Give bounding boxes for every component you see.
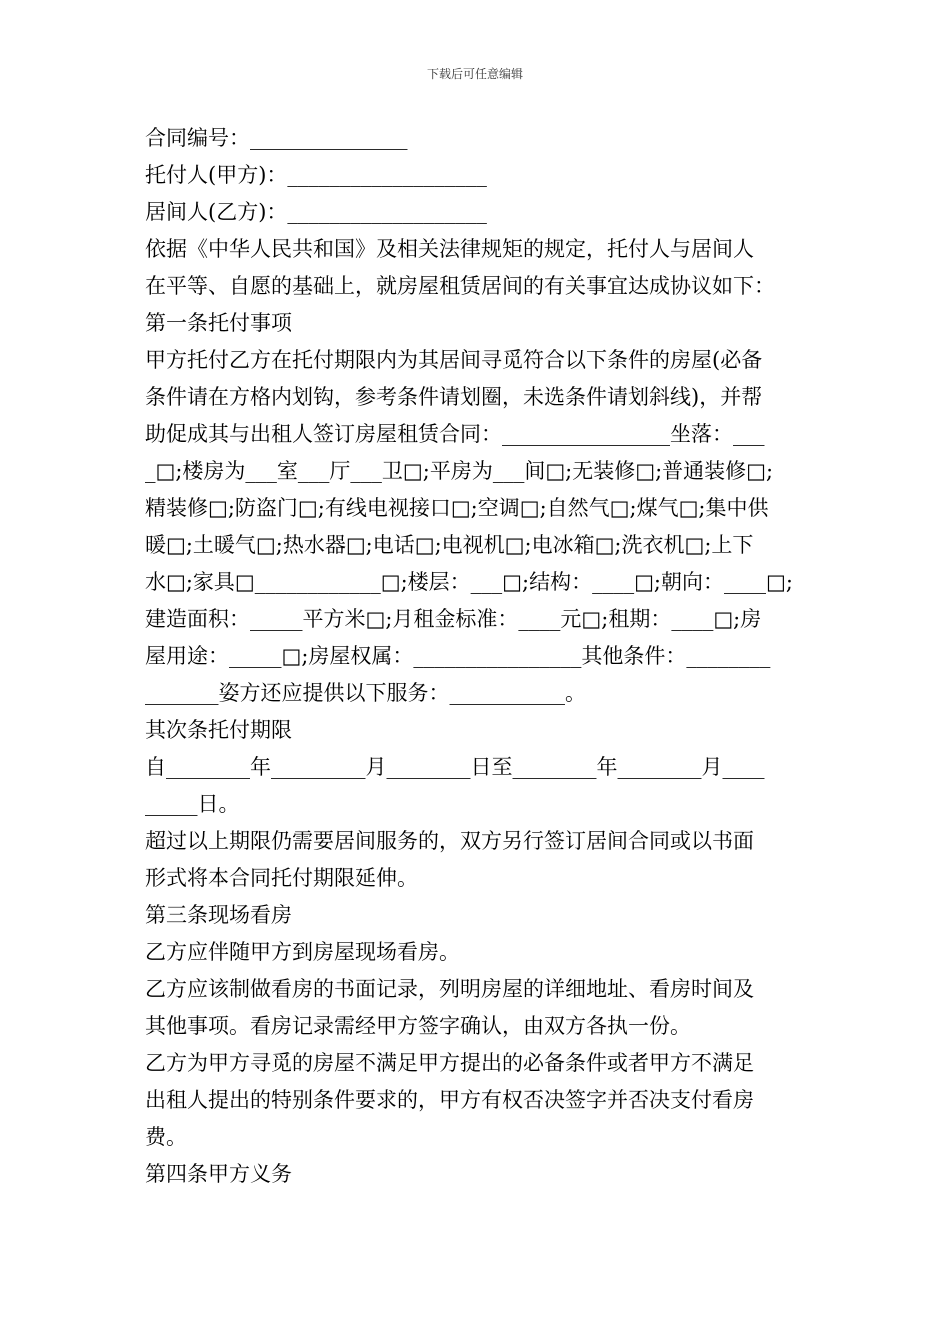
text-line: 依据《中华人民共和国》及相关法律规矩的规定，托付人与居间人 <box>145 237 754 261</box>
text-line: 精装修□;防盗门□;有线电视接口□;空调□;自然气□;煤气□;集中供 <box>145 496 769 520</box>
text-line: 暖□;土暖气□;热水器□;电话□;电视机□;电冰箱□;洗衣机□;上下 <box>145 533 754 557</box>
text-line: 形式将本合同托付期限延伸。 <box>145 866 418 890</box>
text-line: 在平等、自愿的基础上，就房屋租赁居间的有关事宜达成协议如下： <box>145 274 775 298</box>
text-line: 出租人提出的特别条件要求的，甲方有权否决签字并否决支付看房 <box>145 1088 754 1112</box>
text-line: 超过以上期限仍需要居间服务的，双方另行签订居间合同或以书面 <box>145 829 754 853</box>
text-line: _□;楼房为___室___厅___卫□;平房为___间□;无装修□;普通装修□; <box>145 459 774 483</box>
section-heading: 其次条托付期限 <box>145 718 292 742</box>
text-line: _____日。 <box>145 792 240 816</box>
text-line: 其他事项。看房记录需经甲方签字确认，由双方各执一份。 <box>145 1014 691 1038</box>
text-line: 乙方应该制做看房的书面记录，列明房屋的详细地址、看房时间及 <box>145 977 754 1001</box>
text-line: 条件请在方格内划钩，参考条件请划圈，未选条件请划斜线)，并帮 <box>145 385 763 409</box>
text-line: 甲方托付乙方在托付期限内为其居间寻觅符合以下条件的房屋(必备 <box>145 348 763 372</box>
text-line: 自________年_________月________日至________年________月____ <box>145 755 765 779</box>
text-line: 费。 <box>145 1125 187 1149</box>
section-heading: 第四条甲方义务 <box>145 1162 292 1186</box>
text-line: 水□;家具□____________□;楼层：___□;结构：____□;朝向：____□; <box>145 570 793 594</box>
text-line: 助促成其与出租人签订房屋租赁合同：________________坐落：___ <box>145 422 765 446</box>
header-note: 下载后可任意编辑 <box>426 67 523 81</box>
text-line: 乙方为甲方寻觅的房屋不满足甲方提出的必备条件或者甲方不满足 <box>145 1051 754 1075</box>
contract-body <box>145 120 809 1193</box>
party-b-line: 居间人(乙方)：___________________ <box>145 200 487 224</box>
text-line: _______姿方还应提供以下服务：___________。 <box>145 681 586 705</box>
contract-number-line: 合同编号：_______________ <box>145 126 408 150</box>
text-line: 屋用途：_____□;房屋权属：________________其他条件：________ <box>145 644 771 668</box>
section-heading: 第三条现场看房 <box>145 903 292 927</box>
text-line: 乙方应伴随甲方到房屋现场看房。 <box>145 940 460 964</box>
text-line: 建造面积：_____平方米□;月租金标准：____元□;租期：____□;房 <box>145 607 762 631</box>
section-heading: 第一条托付事项 <box>145 311 292 335</box>
party-a-line: 托付人(甲方)：___________________ <box>145 163 487 187</box>
